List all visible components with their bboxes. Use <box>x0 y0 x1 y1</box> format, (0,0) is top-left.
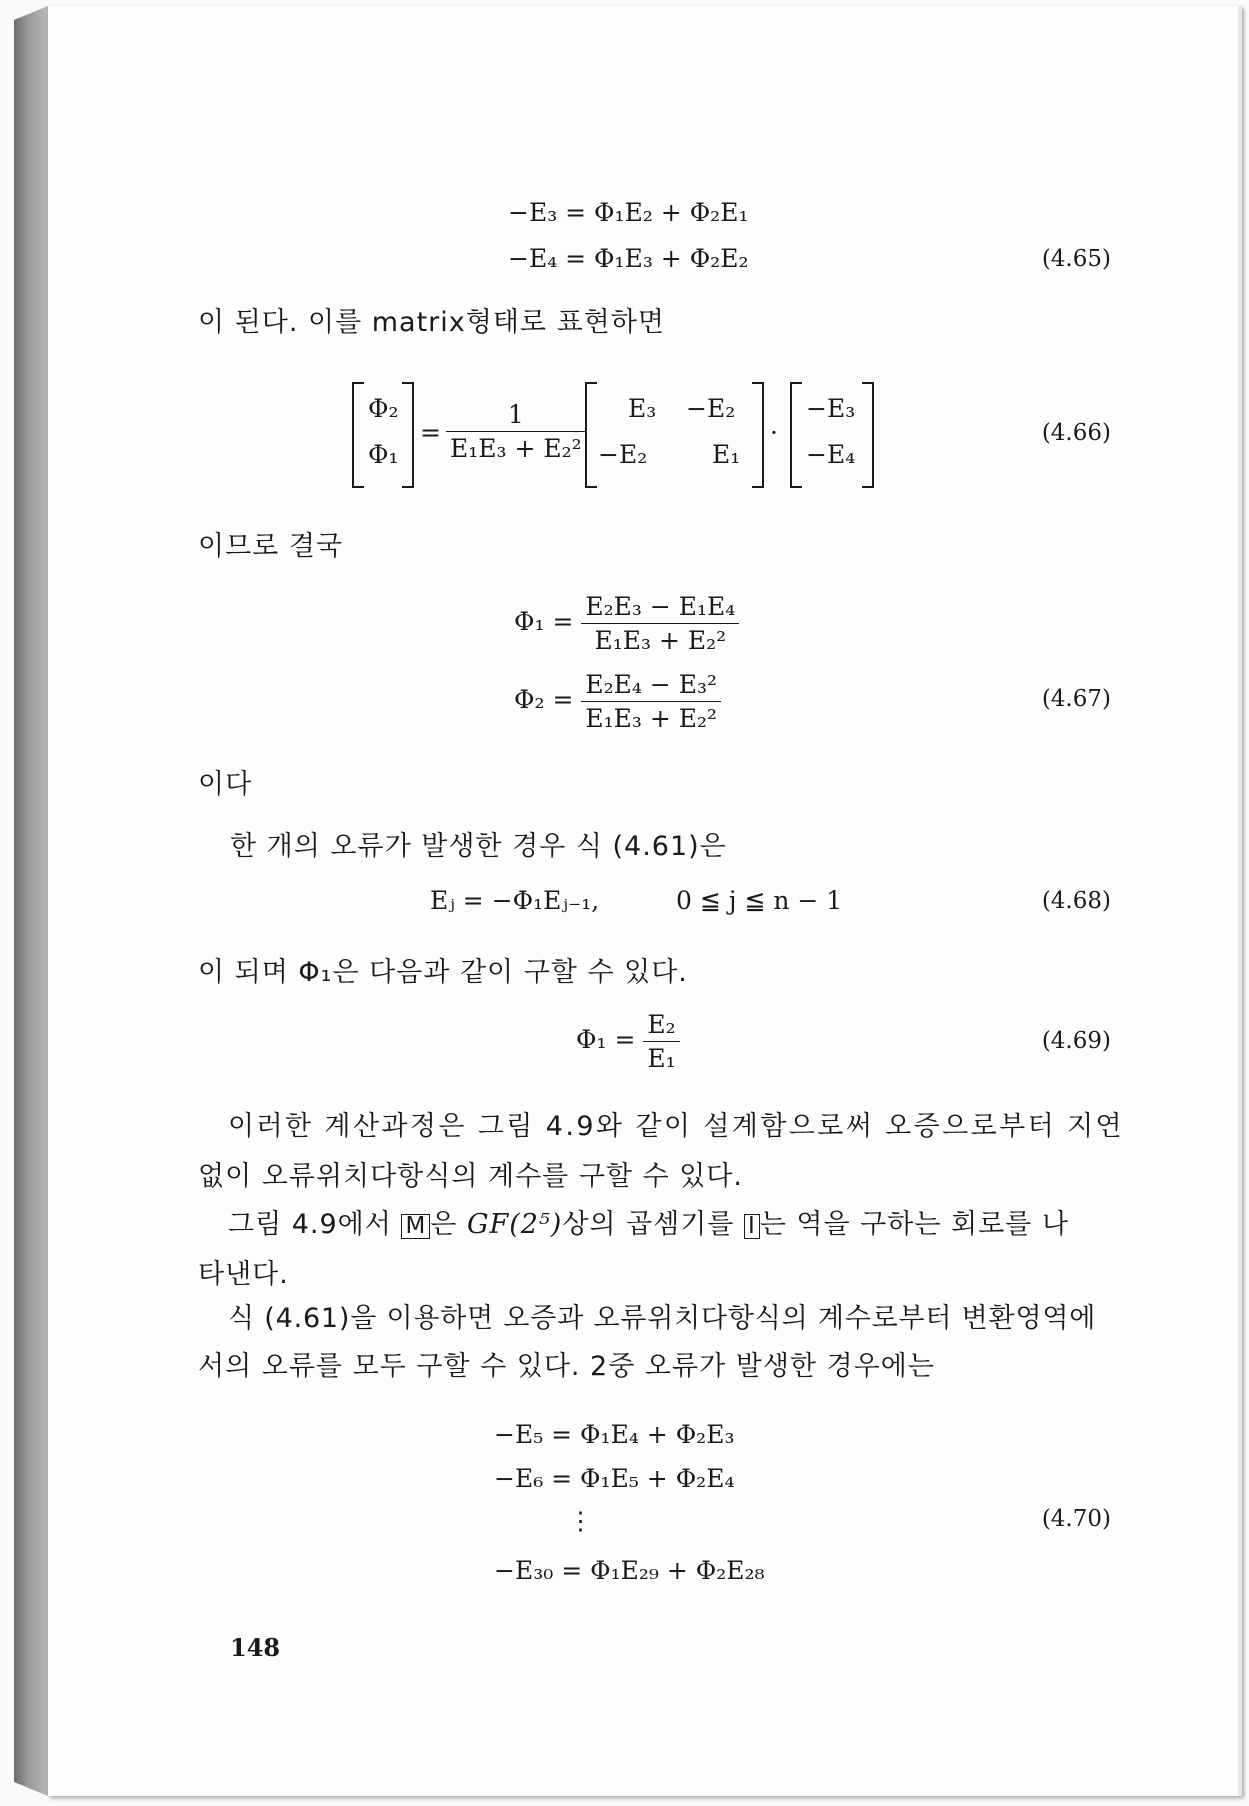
eq-number-467: (4.67) <box>1041 686 1111 712</box>
lhs-bottom: Φ₁ <box>368 440 399 469</box>
eq-465-line2: −E₄ = Φ₁E₃ + Φ₂E₂ <box>508 244 749 273</box>
eq-number-468: (4.68) <box>1041 888 1111 914</box>
v1: −E₃ <box>806 394 856 423</box>
para2-line2: 타낸다. <box>198 1259 289 1290</box>
text-matrix-intro: 이 된다. 이를 matrix형태로 표현하면 <box>198 307 665 338</box>
para2-text-d: 는 역을 구하는 회로를 나 <box>759 1209 1069 1240</box>
vector-right-bracket <box>862 382 874 488</box>
coef-numerator: 1 <box>446 400 586 432</box>
phi2-denominator: E₁E₃ + E₂² <box>585 704 718 733</box>
vector-left-bracket <box>790 382 802 488</box>
eq-470-line1: −E₅ = Φ₁E₄ + Φ₂E₃ <box>494 1420 735 1449</box>
lhs-top: Φ₂ <box>368 394 399 423</box>
eq-470-line3: −E₃₀ = Φ₁E₂₉ + Φ₂E₂₈ <box>494 1556 765 1585</box>
eq-469-lhs: Φ₁ = <box>576 1025 636 1054</box>
eq-465-line1: −E₃ = Φ₁E₂ + Φ₂E₁ <box>508 198 749 227</box>
eq-468-formula: Eⱼ = −Φ₁Eⱼ₋₁, <box>430 886 600 915</box>
eq-468-range: 0 ≦ j ≦ n − 1 <box>676 886 843 915</box>
eq-469-numerator: E₂ <box>643 1010 679 1042</box>
phi1-lhs: Φ₁ = <box>514 607 574 636</box>
eq-469-denominator: E₁ <box>647 1044 676 1073</box>
book-spine <box>14 6 48 1796</box>
eq-number-469: (4.69) <box>1041 1028 1111 1054</box>
eq-470-dots: ⋮ <box>568 1506 593 1535</box>
phi2-numerator: E₂E₄ − E₃² <box>581 670 721 702</box>
text-single-error: 한 개의 오류가 발생한 경우 식 (4.61)은 <box>230 831 727 862</box>
para2-text-a: 그림 4.9에서 <box>228 1209 392 1240</box>
phi1-denominator: E₁E₃ + E₂² <box>594 626 727 655</box>
lhs-left-bracket <box>352 382 364 488</box>
matrix-left-bracket <box>585 382 597 488</box>
inverse-box-symbol: I <box>744 1214 760 1239</box>
para2-text-b: 은 <box>430 1209 458 1240</box>
multiplier-box-symbol: M <box>401 1214 430 1239</box>
para3-line1: 식 (4.61)을 이용하면 오증과 오류위치다항식의 계수로부터 변환영역에 <box>228 1303 1097 1334</box>
m12: −E₂ <box>686 394 736 423</box>
text-ida: 이다 <box>198 769 253 800</box>
eq-470-line2: −E₆ = Φ₁E₅ + Φ₂E₄ <box>494 1464 735 1493</box>
page-number: 148 <box>230 1633 281 1662</box>
equals-sign: = <box>420 418 441 447</box>
matrix-right-bracket <box>752 382 764 488</box>
text-result: 이므로 결국 <box>198 531 343 562</box>
phi2-lhs: Φ₂ = <box>514 685 574 714</box>
eq-number-465: (4.65) <box>1041 246 1111 272</box>
lhs-right-bracket <box>402 382 414 488</box>
eq-number-470: (4.70) <box>1041 1506 1111 1532</box>
para2-line1 <box>228 1202 1069 1241</box>
m22: E₁ <box>712 440 741 469</box>
eq-number-466: (4.66) <box>1041 420 1111 446</box>
matrix-coefficient <box>446 400 586 463</box>
text-phi1: 이 되며 Φ₁은 다음과 같이 구할 수 있다. <box>198 957 688 988</box>
dot-operator: · <box>770 418 778 447</box>
para1-line1: 이러한 계산과정은 그림 4.9와 같이 설계함으로써 오증으로부터 지연 <box>228 1111 1125 1142</box>
eq-469 <box>576 1010 680 1073</box>
para2-text-c: 상의 곱셈기를 <box>562 1209 735 1240</box>
eq-467-phi2 <box>514 670 721 733</box>
phi1-numerator: E₂E₃ − E₁E₄ <box>581 592 739 624</box>
gf-field: GF(2⁵) <box>466 1209 563 1240</box>
m11: E₃ <box>628 394 657 423</box>
para3-line2: 서의 오류를 모두 구할 수 있다. 2중 오류가 발생한 경우에는 <box>198 1351 935 1382</box>
m21: −E₂ <box>598 440 648 469</box>
coef-denominator: E₁E₃ + E₂² <box>450 434 582 463</box>
para1-line2: 없이 오류위치다항식의 계수를 구할 수 있다. <box>198 1161 743 1192</box>
eq-467-phi1 <box>514 592 739 655</box>
v2: −E₄ <box>806 440 856 469</box>
